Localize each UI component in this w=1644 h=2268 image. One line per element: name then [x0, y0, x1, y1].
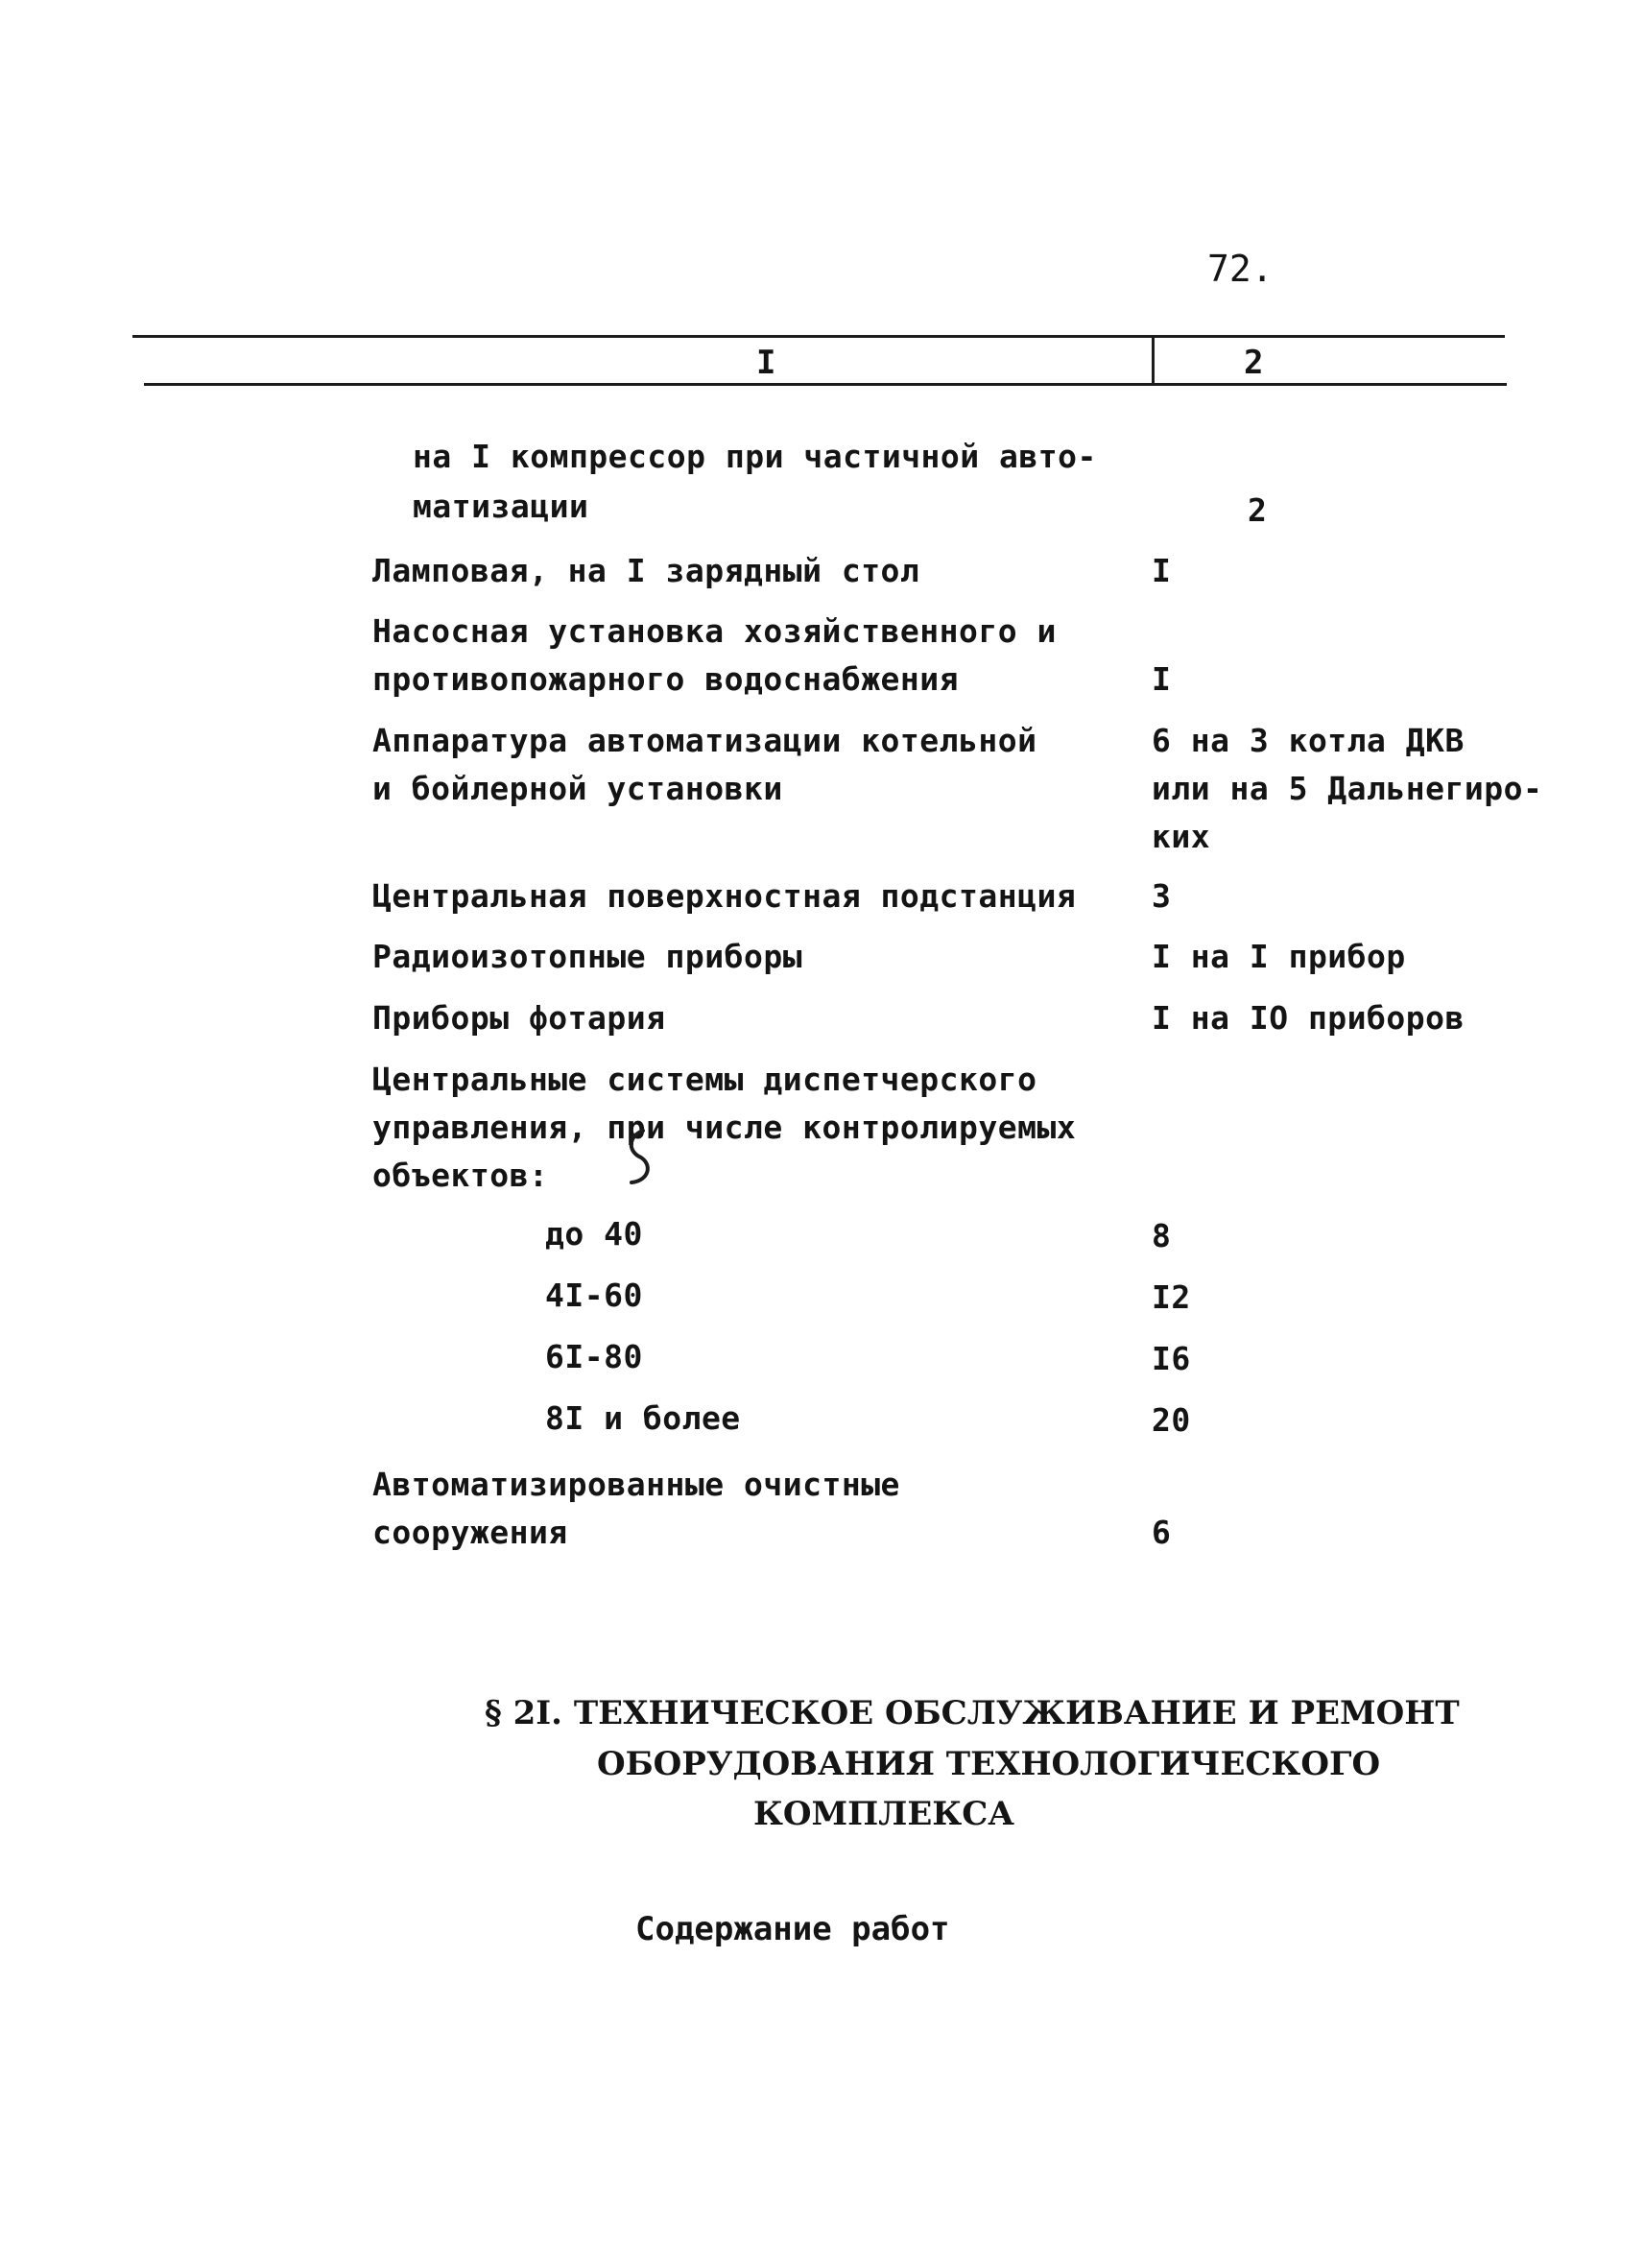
table-header-bottom-rule: [144, 383, 1507, 386]
row-value: 2: [1248, 491, 1268, 529]
column-header-2: 2: [1244, 344, 1264, 382]
row-value: 20: [1152, 1401, 1191, 1439]
section-heading-line-1: § 2I. ТЕХНИЧЕСКОЕ ОБСЛУЖИВАНИЕ И РЕМОНТ: [485, 1694, 1460, 1732]
row-value: I6: [1152, 1340, 1191, 1377]
row-label-line: Насосная установка хозяйственного и: [372, 612, 1057, 650]
row-label-line: противопожарного водоснабжения: [372, 660, 960, 698]
handwritten-correction-mark: [614, 1123, 672, 1200]
row-label-line: 6I-80: [545, 1338, 643, 1375]
row-label-line: Радиоизотопные приборы: [372, 938, 803, 975]
table-top-rule: [132, 335, 1505, 338]
table-column-divider: [1152, 338, 1155, 386]
row-label-line: 8I и более: [545, 1399, 741, 1437]
page-number: 72.: [1207, 248, 1274, 290]
row-value: ких: [1152, 818, 1211, 855]
row-value: I: [1152, 552, 1172, 589]
row-value: I на IO приборов: [1152, 999, 1465, 1037]
section-heading-line-2: ОБОРУДОВАНИЯ ТЕХНОЛОГИЧЕСКОГО: [597, 1745, 1381, 1783]
row-value: 6: [1152, 1514, 1172, 1551]
row-value: 8: [1152, 1217, 1172, 1254]
row-label-line: на I компрессор при частичной авто-: [413, 438, 1097, 475]
row-label-line: Приборы фотария: [372, 999, 666, 1037]
row-label-line: сооружения: [372, 1514, 568, 1551]
row-value: 6 на 3 котла ДКВ: [1152, 722, 1465, 759]
row-value: 3: [1152, 877, 1172, 915]
row-label-line: Центральная поверхностная подстанция: [372, 877, 1077, 915]
row-label-line: до 40: [545, 1215, 643, 1253]
row-label-line: Центральные системы диспетчерского: [372, 1061, 1037, 1098]
column-header-1: I: [756, 344, 776, 382]
subheading: Содержание работ: [635, 1910, 950, 1948]
row-label-line: и бойлерной установки: [372, 770, 783, 807]
row-label-line: Аппаратура автоматизации котельной: [372, 722, 1037, 759]
row-label-line: матизации: [413, 488, 589, 525]
row-label-line: Ламповая, на I зарядный стол: [372, 552, 920, 589]
row-value: I на I прибор: [1152, 938, 1406, 975]
row-value: I2: [1152, 1278, 1191, 1316]
row-label-line: объектов:: [372, 1157, 549, 1194]
row-value: I: [1152, 660, 1172, 698]
row-label-line: 4I-60: [545, 1277, 643, 1314]
section-heading-line-3: КОМПЛЕКСА: [753, 1795, 1014, 1833]
row-label-line: управления, при числе контролируемых: [372, 1109, 1077, 1146]
row-label-line: Автоматизированные очистные: [372, 1466, 900, 1503]
row-value: или на 5 Дальнегиро-: [1152, 770, 1543, 807]
